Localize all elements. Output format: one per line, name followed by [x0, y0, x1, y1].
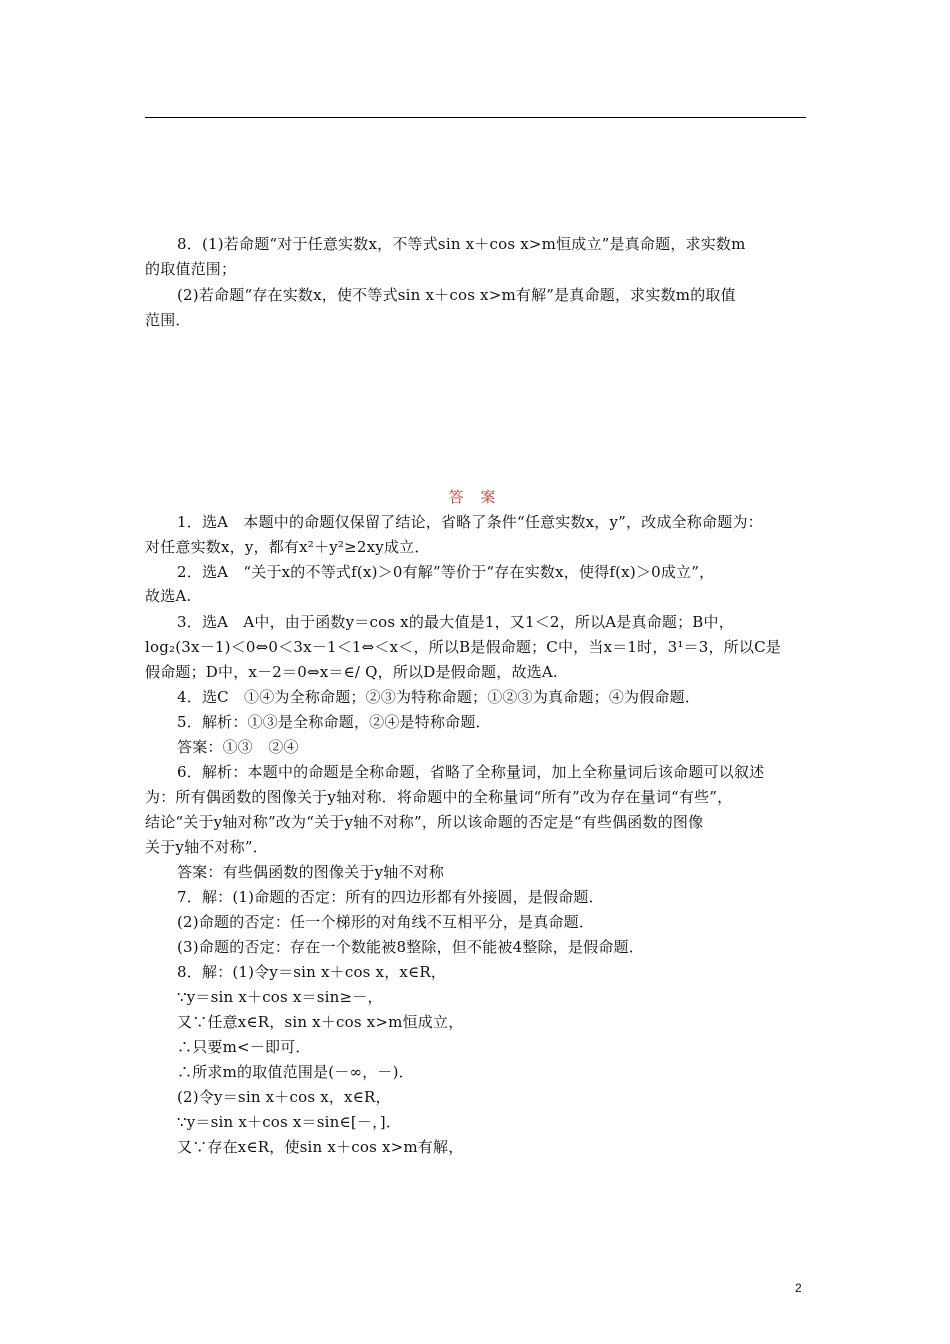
answer-line: (3)命题的否定：存在一个数能被8整除，但不能被4整除，是假命题． — [177, 938, 644, 956]
answer-line: 答案：有些偶函数的图像关于y轴不对称 — [177, 863, 445, 881]
answer-line: 又∵存在x∈R，使sin x＋cos x>m有解， — [177, 1138, 464, 1156]
answer-line: 故选A. — [145, 587, 192, 605]
answer-line: 1．选A 本题中的命题仅保留了结论，省略了条件“任意实数x，y”，改成全称命题为： — [177, 513, 763, 531]
answer-line: 对任意实数x，y，都有x²＋y²≥2xy成立． — [145, 538, 430, 556]
answer-line: 为：所有偶函数的图像关于y轴对称．将命题中的全称量词“所有”改为存在量词“有些”， — [145, 788, 733, 806]
question-line: 8．(1)若命题“对于任意实数x，不等式sin x＋cos x>m恒成立”是真命题，求实数m — [177, 235, 746, 253]
answer-line: 又∵任意x∈R，sin x＋cos x>m恒成立， — [177, 1013, 464, 1031]
answer-line: ∴所求m的取值范围是(－∞，－)． — [177, 1063, 414, 1081]
answer-line: log₂(3x－1)＜0⇔0＜3x－1＜1⇔＜x＜，所以B是假命题；C中，当x＝1时，3¹＝3，所以C是 — [145, 638, 781, 656]
answer-line: 4．选C ①④为全称命题；②③为特称命题；①②③为真命题；④为假命题． — [177, 688, 701, 706]
answers-title: 答 案 — [448, 488, 502, 506]
answer-line: 关于y轴不对称”． — [145, 838, 268, 856]
answer-line: 5．解析：①③是全称命题，②④是特称命题． — [177, 713, 491, 731]
answer-line: ∴只要m<－即可． — [177, 1038, 311, 1056]
answer-line: 假命题；D中，x－2＝0⇔x＝∈/ Q，所以D是假命题，故选A. — [145, 663, 558, 681]
answer-line: 8．解：(1)令y＝sin x＋cos x，x∈R， — [177, 963, 447, 981]
question-line: 范围． — [145, 311, 191, 329]
answer-line: ∵y＝sin x＋cos x＝sin≥－， — [177, 988, 383, 1006]
question-line: (2)若命题“存在实数x，使不等式sin x＋cos x>m有解”是真命题，求实数m的取值 — [177, 286, 736, 304]
answer-line: 结论“关于y轴对称”改为“关于y轴不对称”，所以该命题的否定是“有些偶函数的图像 — [145, 813, 704, 831]
answer-line: 答案：①③ ②④ — [177, 738, 299, 756]
answer-line: 3．选A A中，由于函数y＝cos x的最大值是1，又1＜2，所以A是真命题；B中， — [177, 613, 734, 631]
answer-line: 6．解析：本题中的命题是全称命题，省略了全称量词，加上全称量词后该命题可以叙述 — [177, 763, 765, 781]
answer-line: 7．解：(1)命题的否定：所有的四边形都有外接圆，是假命题． — [177, 888, 604, 906]
page-number: 2 — [795, 1281, 802, 1295]
question-line: 的取值范围； — [145, 260, 237, 278]
answer-line: 2．选A “关于x的不等式f(x)＞0有解”等价于“存在实数x，使得f(x)＞0成立”， — [177, 563, 715, 581]
answer-line: ∵y＝sin x＋cos x＝sin∈[－，]． — [177, 1113, 402, 1131]
header-rule — [145, 117, 806, 118]
answer-line: (2)令y＝sin x＋cos x，x∈R， — [177, 1088, 391, 1106]
answer-line: (2)命题的否定：任一个梯形的对角线不互相平分，是真命题． — [177, 913, 595, 931]
